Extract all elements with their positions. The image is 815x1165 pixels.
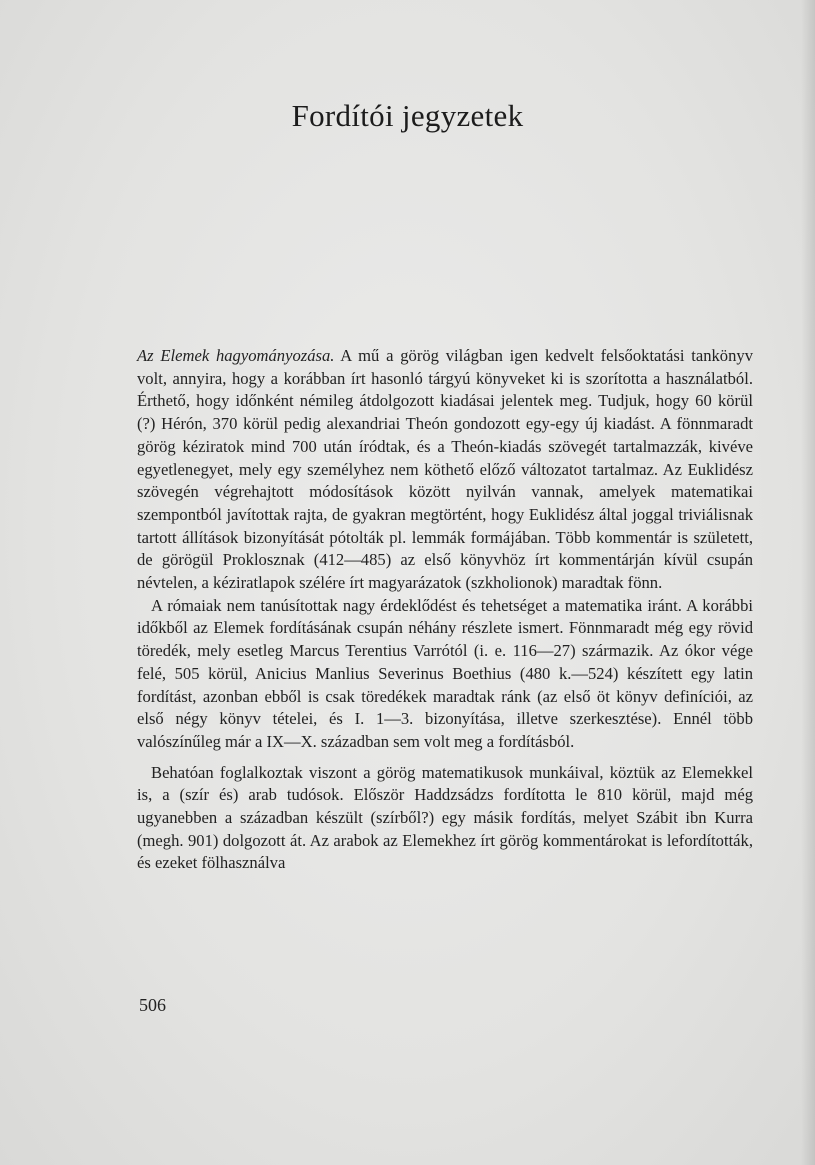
paragraph-heading: Az Elemek hagyományozása.	[137, 346, 335, 365]
paragraph-2: A rómaiak nem tanúsítottak nagy érdeklődést és tehetséget a matematika iránt. A korábbi időkből az Elemek fordításának csupán néhány részlete ismert. Fönnmaradt még egy rövid töredék, mely esetleg Marcus Terentius Varrótól (i. e. 116—27) származik. Az ókor vége felé, 505 körül, Anicius Manlius Severinus Boethius (480 k.—524) készített egy latin fordítást, azonban ebből is csak töredékek maradtak ránk (az első öt könyv definíciói, az első négy könyv tételei, és I. 1—3. bizonyítása, illetve szerkesztése). Ennél több valószínűleg már a IX—X. században sem volt meg a fordításból.	[137, 595, 753, 751]
body-text	[137, 345, 753, 875]
paragraph-3: Behatóan foglalkoztak viszont a görög matematikusok munkáival, köztük az Elemekkel is, a (szír és) arab tudósok. Először Haddzsádzs fordította le 810 körül, majd még ugyanebben a században készült (szírből?) egy másik fordítás, melyet Szábit ibn Kurra (megh. 901) dolgozott át. Az arabok az Elemekhez írt görög kommentárokat is lefordították, és ezeket fölhasználva	[137, 762, 753, 873]
paragraph-1-text: A mű a görög világban igen kedvelt felsőoktatási tankönyv volt, annyira, hogy a korábban írt hasonló tárgyú könyveket ki is szorította a használatból. Érthető, hogy időnként némileg átdolgozott kiadásai jelentek meg. Tudjuk, hogy 60 körül (?) Hérón, 370 körül pedig alexandriai Theón gondozott egy-egy új kiadást. A fönnmaradt görög kéziratok mind 700 után íródtak, és a Theón-kiadás szövegét tartalmazzák, kivéve egyetlenegyet, mely egy személyhez nem köthető előző változatot tartalmaz. Az Euklidész szövegén végrehajtott módosítások között nyilván vannak, amelyek matematikai szempontból javítottak rajta, de gyakran megtörtént, hogy Euklidész által joggal triviálisnak tartott állítások bizonyítását pótolták pl. lemmák formájában. Több kommentár is született, de görögül Proklosznak (412—485) az első könyvhöz írt kommentárján kívül csupán névtelen, a kéziratlapok szélére írt magyarázatok (szkholionok) maradtak fönn.	[137, 346, 753, 593]
page-number: 506	[139, 995, 166, 1015]
page-edge-shadow	[801, 0, 815, 1165]
paragraph-1	[137, 345, 753, 595]
page-title: Fordítói jegyzetek	[291, 98, 524, 133]
